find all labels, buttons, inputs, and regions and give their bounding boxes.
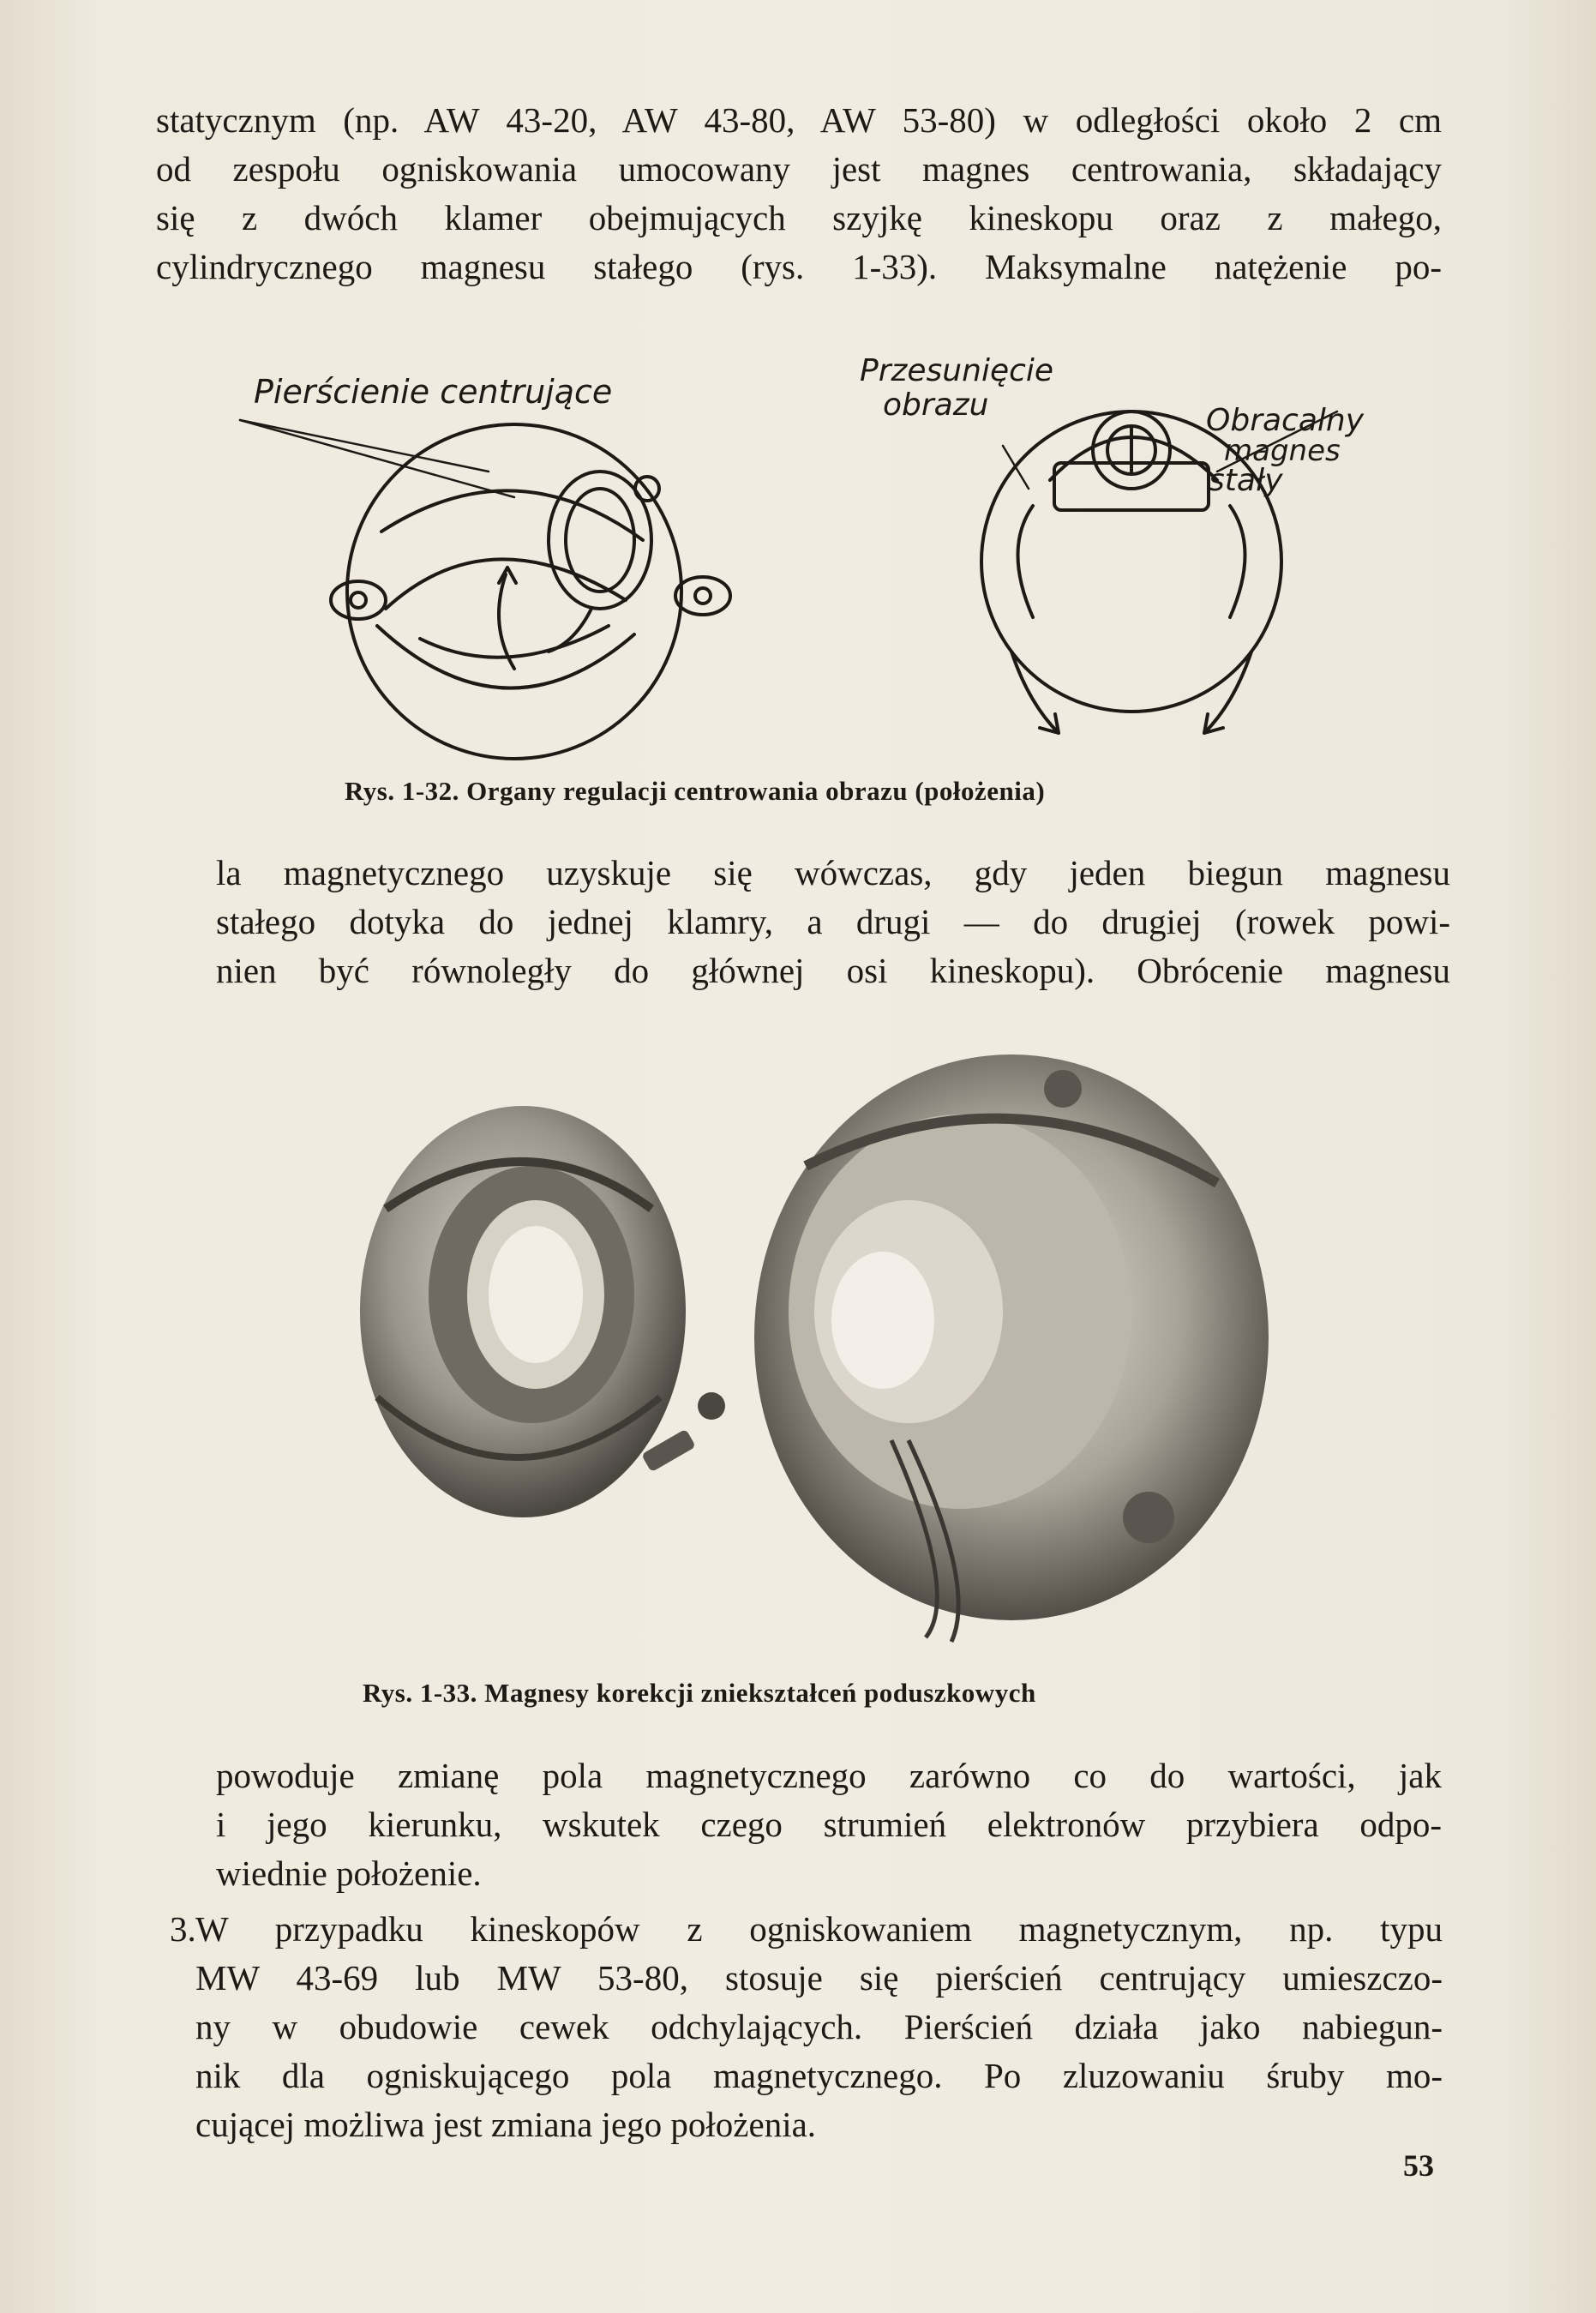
centering-rings-illustration (240, 420, 730, 759)
text-line: statycznym (np. AW 43-20, AW 43-80, AW 53-80) w odległości około 2 cm (156, 100, 1442, 140)
label-rotatable-magnet-3: stały (1209, 463, 1283, 498)
paragraph-4 (170, 1905, 1443, 2149)
text-line: nien być równoległy do głównej osi kineskopu). Obrócenie magnesu (216, 951, 1450, 990)
label-image-shift-2: obrazu (883, 388, 989, 423)
figure-1-33-caption: Rys. 1-33. Magnesy korekcji zniekształceń poduszkowych (363, 1678, 1036, 1708)
text-line: powoduje zmianę pola magnetycznego zarówno co do wartości, jak (216, 1756, 1442, 1795)
figure-1-32-caption: Rys. 1-32. Organy regulacji centrowania obrazu (położenia) (345, 776, 1046, 806)
text-line: od zespołu ogniskowania umocowany jest magnes centrowania, składający (156, 149, 1442, 189)
label-rotatable-magnet-2: magnes (1224, 434, 1341, 468)
list-number: 3. (170, 1909, 196, 1949)
right-yoke-photo (754, 1054, 1269, 1642)
paragraph-1 (156, 96, 1442, 291)
left-yoke-photo (360, 1106, 725, 1517)
text-line: i jego kierunku, wskutek czego strumień elektronów przybiera odpo- (216, 1805, 1442, 1844)
text-line: wiednie położenie. (216, 1853, 482, 1893)
text-line: la magnetycznego uzyskuje się wówczas, gdy jeden biegun magnesu (216, 853, 1450, 892)
page-number: 53 (1403, 2148, 1434, 2183)
text-line: cylindrycznego magnesu stałego (rys. 1-33). Maksymalne natężenie po- (156, 247, 1442, 286)
label-centering-rings: Pierścienie centrujące (254, 373, 613, 411)
text-line: stałego dotyka do jednej klamry, a drugi — do drugiej (rowek powi- (216, 902, 1450, 941)
text-line: W przypadku kineskopów z ogniskowaniem magnetycznym, np. typu (195, 1909, 1443, 1949)
text-line: się z dwóch klamer obejmujących szyjkę kineskopu oraz z małego, (156, 198, 1442, 237)
text-line: cującej możliwa jest zmiana jego położenia. (195, 2105, 817, 2144)
text-line: MW 43-69 lub MW 53-80, stosuje się pierścień centrujący umieszczo- (195, 1958, 1443, 1998)
text-line: ny w obudowie cewek odchylających. Pierścień działa jako nabiegun- (195, 2007, 1443, 2046)
paragraph-3 (216, 1751, 1442, 1898)
paragraph-2 (216, 849, 1450, 995)
text-line: nik dla ogniskującego pola magnetycznego. Po zluzowaniu śruby mo- (195, 2056, 1443, 2095)
figure-1-33-photo (360, 1037, 1286, 1646)
label-image-shift: Przesunięcie (860, 353, 1054, 388)
label-rotatable-magnet: Obracalny (1206, 403, 1365, 438)
